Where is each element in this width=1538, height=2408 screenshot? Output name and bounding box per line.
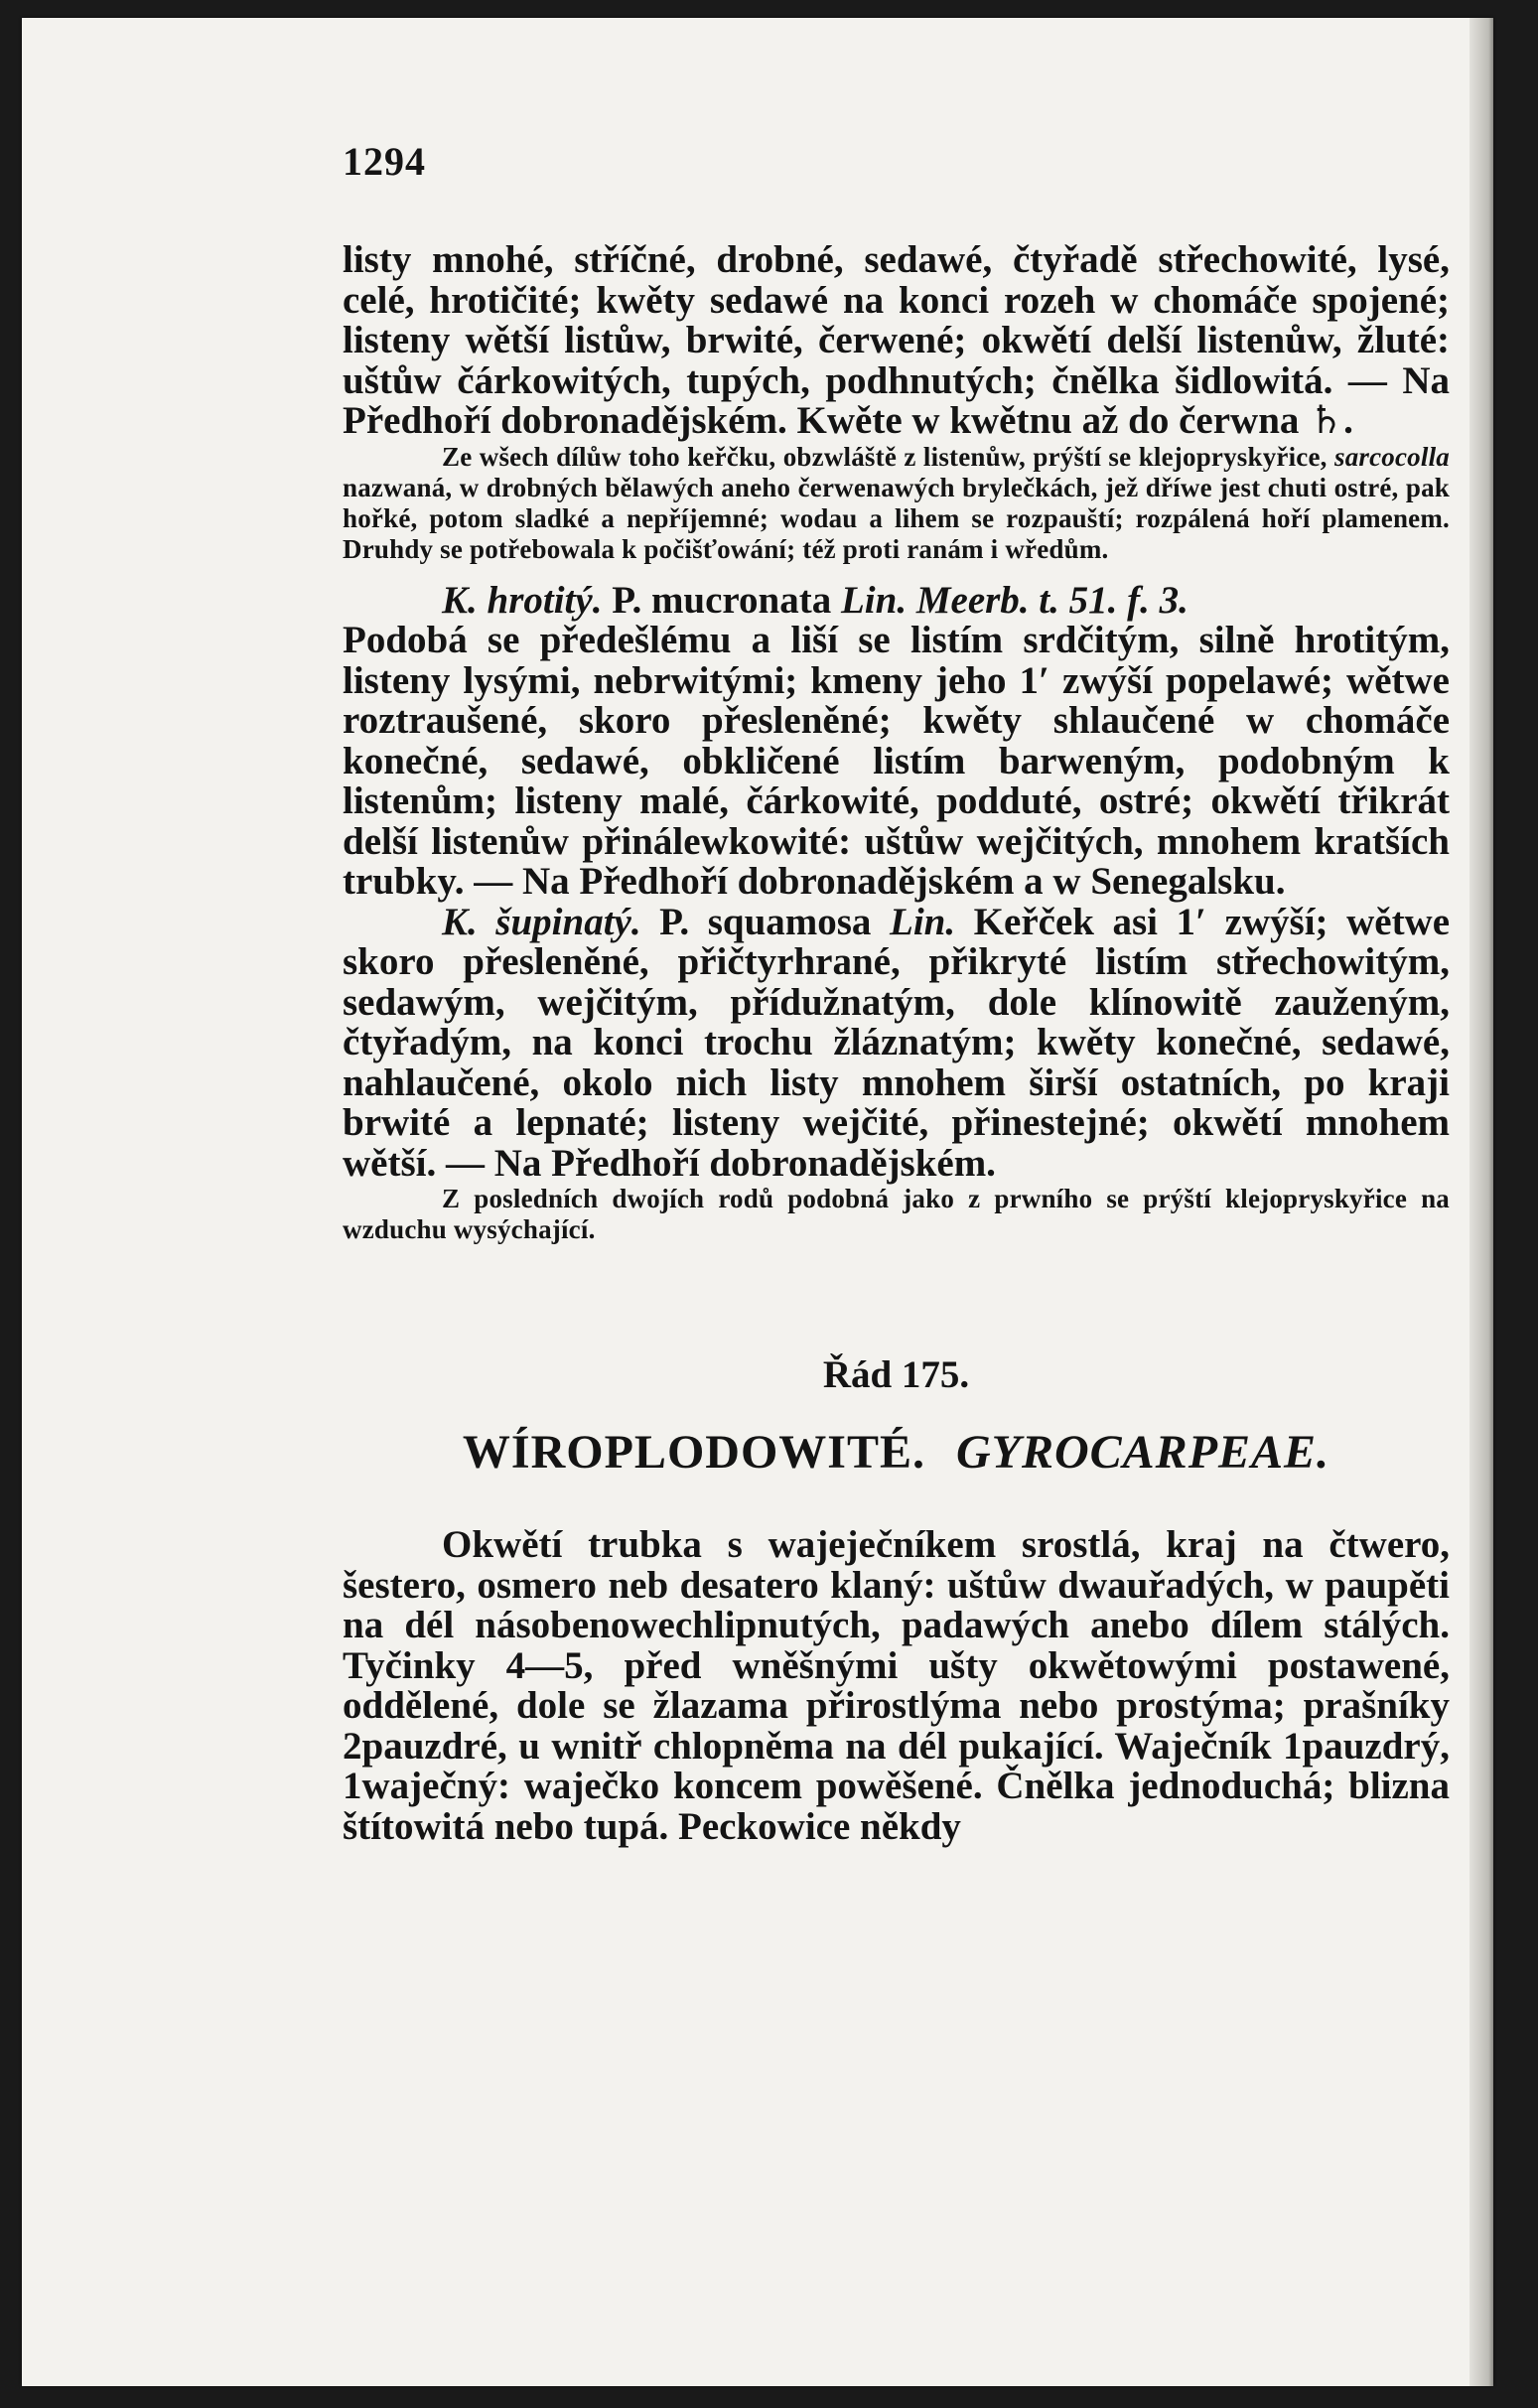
species-mucronata-text: Podobá se předešlému a liší se listím srdčitým, silně hrotitým, listeny lysými, nebrwitými; kmeny jeho 1′ zwýší popelawé; wětwe roztraušené, skoro přesleněné; kwěty shlaučené w chomáče konečné, sedawé, obkličené listím barweným, podobným k listenům; listeny malé, čárkowité, podduté, ostré; okwětí třikrát delší listenůw přinálewkowité: uštůw wejčitých, mnohem kratších trubky. — Na Předhoří dobronadějském a w Senegalsku. xyxy=(343,619,1450,903)
species-mucronata xyxy=(343,578,1450,622)
page-content xyxy=(343,137,1450,1847)
species-squamosa-latin: P. squamosa xyxy=(659,900,872,943)
species-squamosa-name: K. šupinatý. xyxy=(442,900,641,943)
species-mucronata-reference: Meerb. t. 51. f. 3. xyxy=(915,578,1188,622)
family-description: Okwětí trubka s wajeječníkem srostlá, kraj na čtwero, šestero, osmero neb desatero klaný: uštůw dwauřadých, w paupěti na dél násobenowechlipnutých, padawých anebo dílem stálých. Tyčinky 4—5, před wněšnými ušty okwětowými postawené, oddělené, dole se žlazama přirostlýma nebo prostýma; prašníky 2pauzdré, u wnitř chlopněma na dél pukající. Waječník 1pauzdrý, 1waječný: waječko koncem powěšené. Čnělka jednoduchá; blizna štítowitá nebo tupá. Peckowice někdy xyxy=(343,1523,1450,1848)
resin-note-2: Z posledních dwojích rodů podobná jako z prwního se prýští klejopryskyřice na wzduchu wysýchající. xyxy=(343,1184,1450,1244)
resin-note xyxy=(343,442,1450,565)
resin-note-text-2: nazwaná, w drobných bělawých aneho čerwenawých brylečkách, jež dříwe jest chuti ostré, pak hořké, potom sladké a nepříjemné; wodau a lihem se rozpauští; rozpálená hoří plamenem. Druhdy se potřebowala k počišťowání; též proti ranám i wředům. xyxy=(343,472,1450,564)
family-heading xyxy=(343,1424,1450,1482)
family-name-latin: GYROCARPEAE. xyxy=(955,1426,1330,1479)
species-mucronata-name: K. hrotitý. xyxy=(442,578,603,622)
continued-description: listy mnohé, stříčné, drobné, sedawé, čtyřadě střechowité, lysé, celé, hrotičité; kwěty sedawé na konci rozeh w chomáče spojené; listeny wětší listůw, brwité, čerwené; okwětí delší listenůw, žluté: uštůw čárkowitých, tupých, podhnutých; čnělka šidlowitá. — Na Předhoří dobronadějském. Kwěte w kwětnu až do čerwna ♄. xyxy=(343,238,1450,442)
species-squamosa-text: Keřček asi 1′ zwýší; wětwe skoro přesleněné, přičtyrhrané, přikryté listím střechowitým, sedawým, wejčitým, přídužnatým, dole klínowitě zauženým, čtyřadým, na konci trochu žláznatým; kwěty konečné, sedawé, nahlaučené, okolo nich listy mnohem širší ostatních, po kraji brwité a lepnaté; listeny wejčité, přinestejné; okwětí mnohem wětší. — Na Předhoří dobronadějském. xyxy=(343,900,1451,1185)
species-mucronata-authority: Lin. xyxy=(840,578,908,622)
resin-note-text-1: Ze wšech dílůw toho keřčku, obzwláště z listenůw, prýští se klejopryskyřice, xyxy=(442,441,1328,472)
book-page xyxy=(22,18,1493,2386)
order-heading: Řád 175. xyxy=(822,1353,970,1396)
species-squamosa xyxy=(343,900,1451,1185)
resin-note-italic: sarcocolla xyxy=(1334,441,1450,472)
page-number: 1294 xyxy=(343,139,426,184)
species-squamosa-authority: Lin. xyxy=(890,900,956,943)
species-mucronata-latin: P. mucronata xyxy=(612,578,832,622)
family-name-czech: WÍROPLODOWITÉ. xyxy=(462,1426,925,1479)
page-edge-shadow xyxy=(1469,18,1493,2386)
